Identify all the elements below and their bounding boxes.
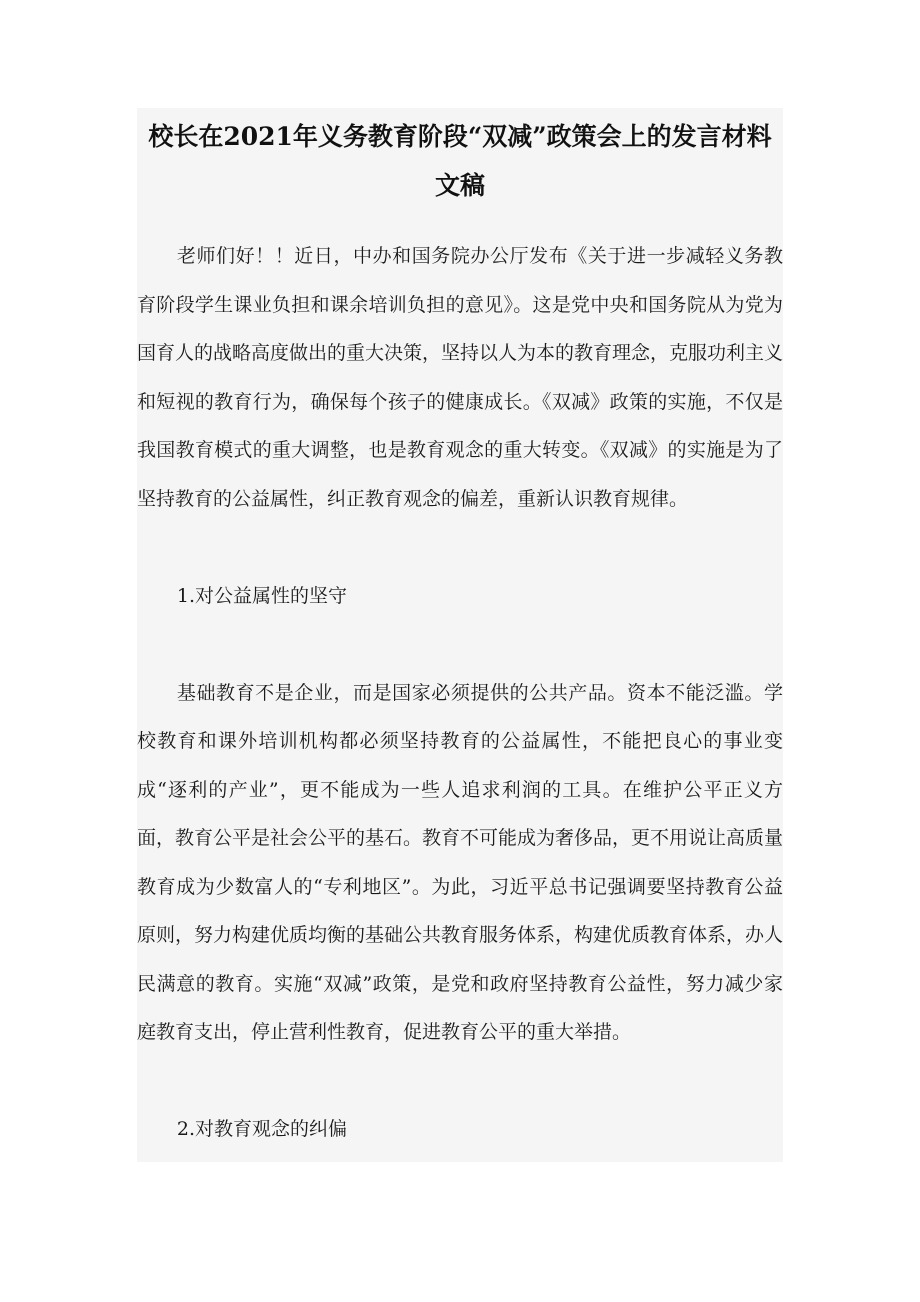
section-heading-1: 1.对公益属性的坚守 [176,584,348,607]
document-body [137,232,783,1202]
section-heading-2: 2.对教育观念的纠偏 [176,1118,348,1140]
document-title: 校长在2021年义务教育阶段“双减”政策会上的发言材料文稿 [148,122,772,200]
section-1-paragraph: 基础教育不是企业，而是国家必须提供的公共产品。资本不能泛滥。学校教育和课外培训机构都必须坚持教育的公益属性，不能把良心的事业变成“逐利的产业”，更不能成为一些人追求利润的工具。在维护公平正义方面，教育公平是社会公平的基石。教育不可能成为奢侈品，更不用说让高质量教育成为少数富人的“专利地区”。为此，习近平总书记强调要坚持教育公益原则，努力构建优质均衡的基础公共教育服务体系，构建优质教育体系，办人民满意的教育。实施“双减”政策，是党和政府坚持教育公益性，努力减少家庭教育支出，停止营利性教育，促进教育公平的重大举措。 [137,681,784,1043]
intro-paragraph: 老师们好！！近日，中办和国务院办公厅发布《关于进一步减轻义务教育阶段学生课业负担和课余培训负担的意见》。这是党中央和国务院从为党为国育人的战略高度做出的重大决策，坚持以人为本的教育理念，克服功利主义和短视的教育行为，确保每个孩子的健康成长。《双减》政策的实施，不仅是我国教育模式的重大调整，也是教育观念的重大转变。《双减》的实施是为了坚持教育的公益属性，纠正教育观念的偏差，重新认识教育规律。 [137,245,784,510]
